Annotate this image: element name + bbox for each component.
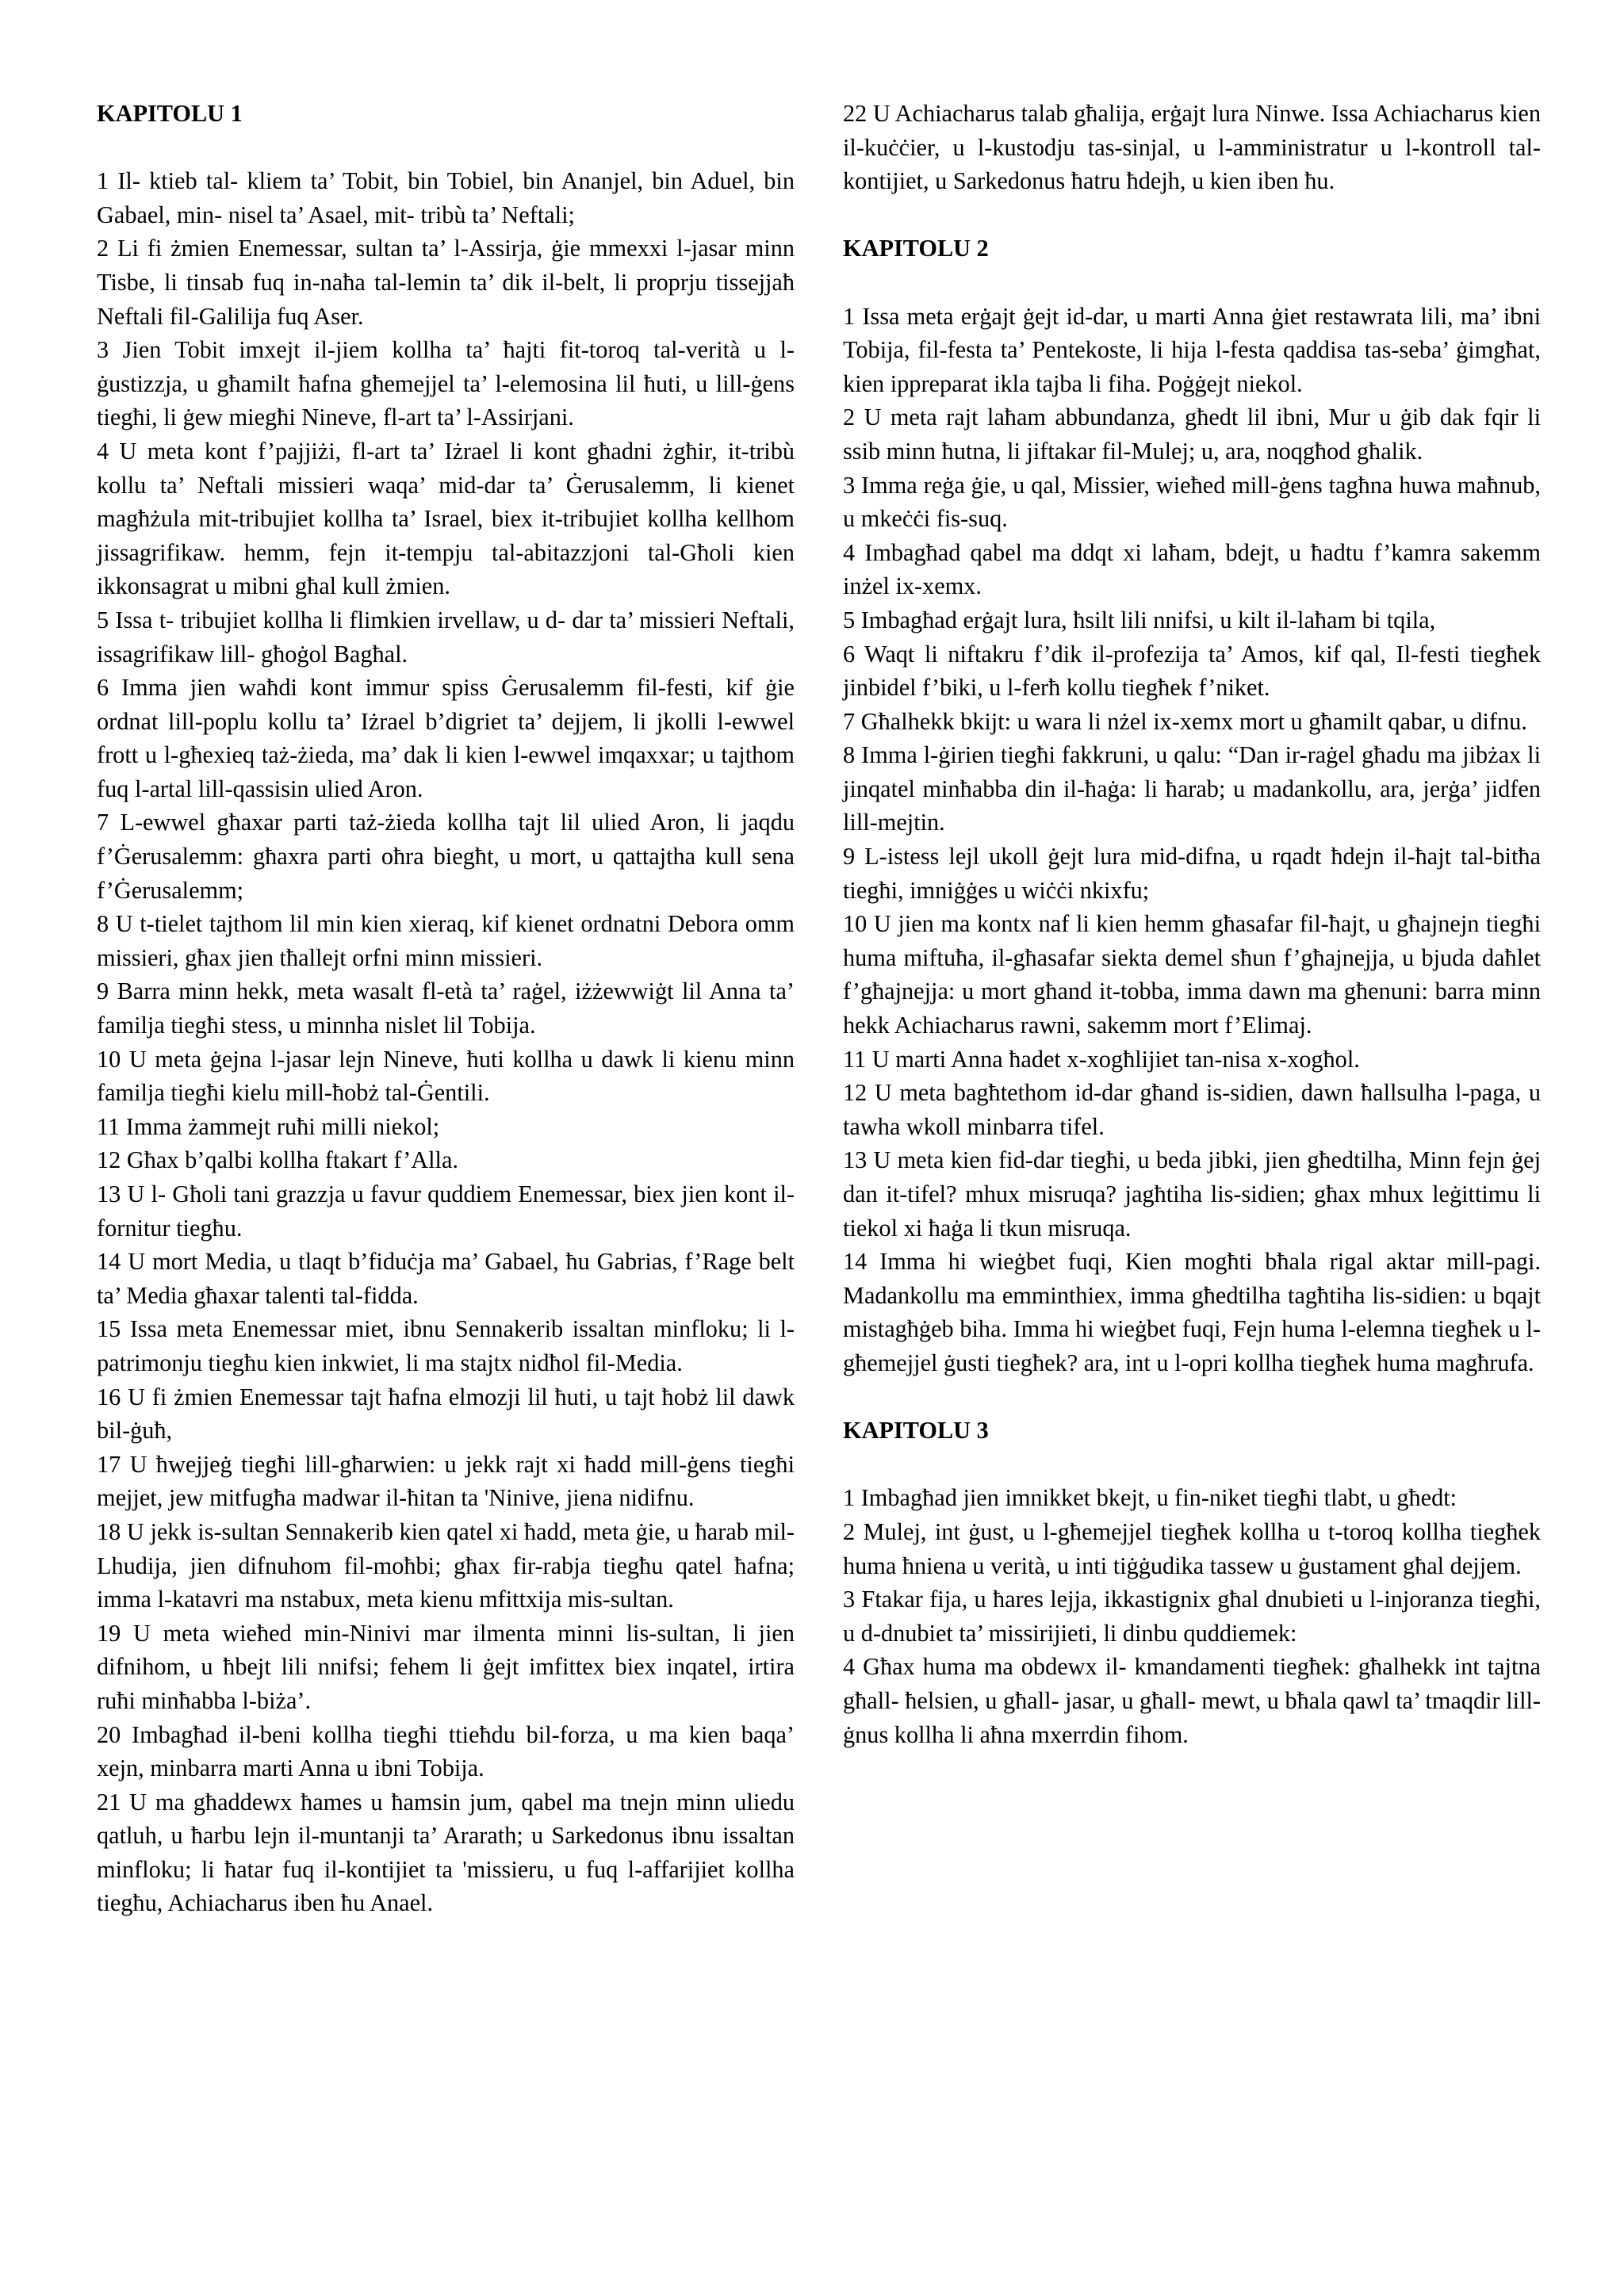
verse-2-3: 3 Imma reġa ġie, u qal, Missier, wieħed mill-ġens tagħna huwa maħnub, u mkeċċi fis-suq.: [843, 471, 1541, 533]
verse-2-14: 14 Imma hi wieġbet fuqi, Kien mogħti bħala rigal aktar mill-pagi. Madankollu ma emminthiex, imma għedtilha tagħtiha lis-sidien: u bqajt mistagħġeb biha. Imma hi wieġbet fuqi, Fejn huma l-elemna tiegħek u l-għemejjel ġusti tiegħek? ara, int u l-opri kollha tiegħek huma magħrufa.: [843, 1248, 1541, 1376]
verse-2-1: 1 Issa meta erġajt ġejt id-dar, u marti Anna ġiet restawrata lili, ma’ ibni Tobija, fil-festa ta’ Pentekoste, li hija l-festa qaddisa tas-seba’ ġimgħat, kien ippreparat ikla tajba li fiha. Poġġejt niekol.: [843, 302, 1541, 397]
verse-2-5: 5 Imbagħad erġajt lura, ħsilt lili nnifsi, u kilt il-laħam bi tqila,: [843, 606, 1436, 633]
verse-2-2: 2 U meta rajt laħam abbundanza, għedt lil ibni, Mur u ġib dak fqir li ssib minn ħutna, li jiftakar fil-Mulej; u, ara, noqgħod għalik.: [843, 404, 1541, 465]
verse-2-8: 8 Imma l-ġirien tiegħi fakkruni, u qalu: “Dan ir-raġel għadu ma jibżax li jinqatel minħabba din il-ħaġa: li ħarab; u madankollu, ara, jerġa’ jidfen lill-mejtin.: [843, 741, 1541, 836]
verse-1-15: 15 Issa meta Enemessar miet, ibnu Sennakerib issaltan minfloku; li l-patrimonju tiegħu kien inkwiet, li ma stajtx nidħol fil-Media.: [97, 1315, 795, 1376]
verse-2-13: 13 U meta kien fid-dar tiegħi, u beda jibki, jien għedtilha, Minn fejn ġej dan it-tifel? mhux misruqa? jagħtiha lis-sidien; għax mhux leġittimu li tiekol xi ħaġa li tkun misruqa.: [843, 1146, 1541, 1242]
verse-2-4: 4 Imbagħad qabel ma ddqt xi laħam, bdejt, u ħadtu f’kamra sakemm inżel ix-xemx.: [843, 538, 1541, 600]
verse-1-4: 4 U meta kont f’pajjiżi, fl-art ta’ Iżrael li kont għadni żgħir, it-tribù kollu ta’ Neftali missieri waqa’ mid-dar ta’ Ġerusalemm, li kienet magħżula mit-tribujiet kollha ta’ Israel, biex it-tribujiet kollha kellhom jissagrifikaw. hemm, fejn it-tempju tal-abitazzjoni tal-Għoli kien ikkonsagrat u mibni għal kull żmien.: [97, 437, 795, 600]
verse-2-10: 10 U jien ma kontx naf li kien hemm għasafar fil-ħajt, u għajnejn tiegħi huma miftuħa, il-għasafar siekta demel sħun f’għajnejja, u bjuda daħlet f’għajnejja: u mort għand it-tobba, imma dawn ma għenuni: barra minn hekk Achiacharus rawni, sakemm mort f’Elimaj.: [843, 910, 1541, 1039]
verse-1-20: 20 Imbagħad il-beni kollha tiegħi ttieħdu bil-forza, u ma kien baqa’ xejn, minbarra marti Anna u ibni Tobija.: [97, 1720, 795, 1782]
verse-1-8: 8 U t-tielet tajthom lil min kien xieraq, kif kienet ordnatni Debora omm missieri, għax jien tħallejt orfni minn missieri.: [97, 910, 795, 971]
verse-1-2: 2 Li fi żmien Enemessar, sultan ta’ l-Assirja, ġie mmexxi l-jasar minn Tisbe, li tinsab fuq in-naħa tal-lemin ta’ dik il-belt, li proprju tissejjaħ Neftali fil-Galilija fuq Aser.: [97, 235, 795, 330]
chapter-1-heading: KAPITOLU 1: [97, 100, 243, 127]
verse-1-10: 10 U meta ġejna l-jasar lejn Nineve, ħuti kollha u dawk li kienu minn familja tiegħi kielu mill-ħobż tal-Ġentili.: [97, 1045, 795, 1107]
chapter-spacer: [843, 198, 1541, 232]
verse-1-1: 1 Il- ktieb tal- kliem ta’ Tobit, bin Tobiel, bin Ananjel, bin Aduel, bin Gabael, min- nisel ta’ Asael, mit- tribù ta’ Neftali;: [97, 167, 795, 228]
verse-3-3: 3 Ftakar fija, u ħares lejja, ikkastignix għal dnubieti u l-injoranza tiegħi, u d-dnubiet ta’ missirijieti, li dinbu quddiemek:: [843, 1586, 1541, 1647]
heading-spacer: [843, 266, 1541, 300]
heading-spacer: [97, 131, 795, 165]
right-column: [843, 97, 1541, 1751]
verse-2-12: 12 U meta bagħtethom id-dar għand is-sidien, dawn ħallsulha l-paga, u tawha wkoll minbarra tifel.: [843, 1079, 1541, 1140]
verse-1-11: 11 Imma żammejt ruħi milli niekol;: [97, 1112, 440, 1140]
verse-1-16: 16 U fi żmien Enemessar tajt ħafna elmozji lil ħuti, u tajt ħobż lil dawk bil-ġuħ,: [97, 1383, 795, 1445]
verse-1-9: 9 Barra minn hekk, meta wasalt fl-età ta’ raġel, iżżewwiġt lil Anna ta’ familja tiegħi stess, u minnha nislet lil Tobija.: [97, 978, 795, 1039]
verse-1-17: 17 U ħwejjeġ tiegħi lill-għarwien: u jekk rajt xi ħadd mill-ġens tiegħi mejjet, jew mitfugħa madwar il-ħitan ta 'Ninive, jiena nidifnu.: [97, 1450, 795, 1512]
verse-1-12: 12 Għax b’qalbi kollha ftakart f’Alla.: [97, 1146, 458, 1174]
verse-1-5: 5 Issa t- tribujiet kollha li flimkien irvellaw, u d- dar ta’ missieri Neftali, issagrifikaw lill- għoġol Bagħal.: [97, 606, 795, 668]
heading-spacer: [843, 1448, 1541, 1482]
verse-1-7: 7 L-ewwel għaxar parti taż-żieda kollha tajt lil ulied Aron, li jaqdu f’Ġerusalemm: għaxra parti oħra biegħt, u mort, u qattajtha kull sena f’Ġerusalemm;: [97, 809, 795, 904]
verse-2-7: 7 Għalhekk bkijt: u wara li nżel ix-xemx mort u għamilt qabar, u difnu.: [843, 707, 1527, 735]
verse-1-21: 21 U ma għaddewx ħames u ħamsin jum, qabel ma tnejn minn uliedu qatluh, u ħarbu lejn il-muntanji ta’ Ararath; u Sarkedonus ibnu issaltan minfloku; li ħatar fuq il-kontijiet ta 'missieru, u fuq l-affarijiet kollha tiegħu, Achiacharus iben ħu Anael.: [97, 1788, 795, 1917]
verse-2-11: 11 U marti Anna ħadet x-xogħlijiet tan-nisa x-xogħol.: [843, 1045, 1360, 1073]
verse-1-14: 14 U mort Media, u tlaqt b’fiduċja ma’ Gabael, ħu Gabrias, f’Rage belt ta’ Media għaxar talenti tal-fidda.: [97, 1248, 795, 1309]
verse-3-4: 4 Għax huma ma obdewx il- kmandamenti tiegħek: għalhekk int tajtna għall- ħelsien, u għall- jasar, u għall- mewt, u bħala qawl ta’ tmaqdir lill- ġnus kollha li aħna mxerrdin fihom.: [843, 1653, 1541, 1748]
verse-1-19: 19 U meta wieħed min-Ninivi mar ilmenta minni lis-sultan, li jien difnihom, u ħbejt lili nnifsi; fehem li ġejt imfittex biex inqatel, irtira ruħi minħabba l-biża’.: [97, 1619, 795, 1714]
verse-1-6: 6 Imma jien waħdi kont immur spiss Ġerusalemm fil-festi, kif ġie ordnat lill-poplu kollu ta’ Iżrael b’digriet ta’ dejjem, li jkolli l-ewwel frott u l-għexieq taż-żieda, ma’ dak li kien l-ewwel imqaxxar; u tajthom fuq l-artal lill-qassisin ulied Aron.: [97, 674, 795, 802]
verse-1-22: 22 U Achiacharus talab għalija, erġajt lura Ninwe. Issa Achiacharus kien il-kuċċier, u l-kustodju tas-sinjal, u l-amministratur u l-kontroll tal-kontijiet, u Sarkedonus ħatru ħdejh, u kien iben ħu.: [843, 100, 1541, 195]
verse-2-6: 6 Waqt li niftakru f’dik il-profezija ta’ Amos, kif qal, Il-festi tiegħek jinbidel f’biki, u l-ferħ kollu tiegħek f’niket.: [843, 640, 1541, 702]
verse-3-1: 1 Imbagħad jien imnikket bkejt, u fin-niket tiegħi tlabt, u għedt:: [843, 1484, 1457, 1512]
chapter-3-heading: KAPITOLU 3: [843, 1417, 989, 1445]
verse-1-13: 13 U l- Għoli tani grazzja u favur quddiem Enemessar, biex jien kont il- fornitur tiegħu.: [97, 1181, 795, 1242]
verse-1-18: 18 U jekk is-sultan Sennakerib kien qatel xi ħadd, meta ġie, u ħarab mil-Lhudija, jien difnuhom fil-moħbi; għax fir-rabja tiegħu qatel ħafna; imma l-katavri ma nstabux, meta kienu mfittxija mis-sultan.: [97, 1517, 795, 1613]
chapter-spacer: [843, 1380, 1541, 1414]
verse-1-3: 3 Jien Tobit imxejt il-jiem kollha ta’ ħajti fit-toroq tal-verità u l-ġustizzja, u għamilt ħafna għemejjel ta’ l-elemosina lil ħuti, u lill-ġens tiegħi, li ġew miegħi Nineve, fl-art ta’ l-Assirjani.: [97, 336, 795, 431]
left-column: [97, 97, 795, 1920]
chapter-2-heading: KAPITOLU 2: [843, 235, 989, 262]
verse-2-9: 9 L-istess lejl ukoll ġejt lura mid-difna, u rqadt ħdejn il-ħajt tal-bitħa tiegħi, imniġġes u wiċċi nkixfu;: [843, 843, 1541, 904]
verse-3-2: 2 Mulej, int ġust, u l-għemejjel tiegħek kollha u t-toroq kollha tiegħek huma ħniena u verità, u inti tiġġudika tassew u ġustament għal dejjem.: [843, 1517, 1541, 1579]
